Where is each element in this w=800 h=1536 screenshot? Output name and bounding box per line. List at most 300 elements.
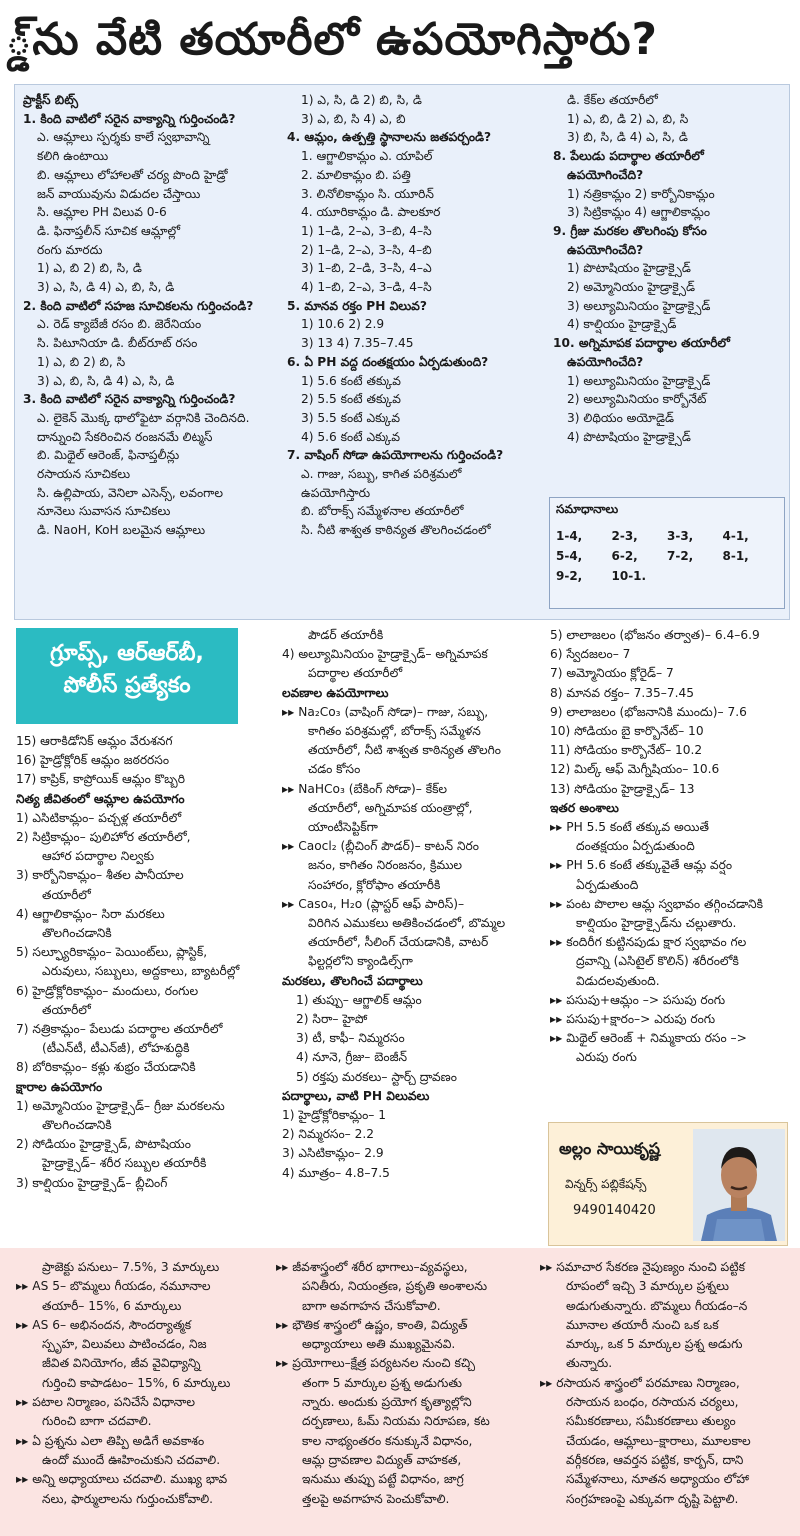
practice-column-1	[23, 91, 281, 540]
bullet-arrow-icon: ▸▸	[282, 781, 295, 796]
line-text: పసుపు+క్షారం–> ఎరుపు రంగు	[566, 1012, 716, 1027]
text-line	[287, 502, 543, 521]
line-text: 4) ఆగ్జాలికామ్లం– సిరా మరకలు	[16, 906, 165, 921]
text-line	[287, 428, 543, 447]
text-line	[540, 1277, 792, 1296]
text-line	[282, 895, 544, 914]
text-line	[550, 895, 794, 914]
line-text: 7) అమ్మోనియం క్లోరైడ్– 7	[550, 666, 674, 681]
text-line	[550, 933, 794, 952]
line-text: తంగా 5 మార్కుల ప్రశ్న అడుగుతు	[302, 1375, 463, 1390]
line-text: ఏ ప్రశ్నను ఎలా తిప్పి అడిగే అవకాశం	[32, 1433, 205, 1448]
line-text: 4) కాల్షియం హైడ్రాక్సైడ్	[567, 317, 677, 332]
text-line	[540, 1393, 792, 1412]
line-text: మూనాల తయారీ నుంచి ఒక ఒక	[566, 1317, 719, 1332]
text-line	[23, 428, 281, 447]
line-text: బి. మిథైల్ ఆరెంజ్, ఫినాప్తలీన్లు	[37, 448, 180, 463]
author-photo	[693, 1129, 785, 1241]
text-line	[287, 390, 543, 409]
text-line	[553, 185, 787, 204]
text-line	[23, 166, 281, 185]
line-text: ఉపయోగించేది?	[567, 167, 644, 182]
text-line	[23, 446, 281, 465]
practice-bits-box	[14, 84, 790, 620]
footer-column-3	[540, 1258, 792, 1509]
line-text: పంట పొలాల ఆమ్ల స్వభావం తగ్గించడానికి	[566, 896, 763, 911]
line-text: లవణాల ఉపయోగాలు	[282, 685, 389, 700]
text-line	[553, 297, 787, 316]
text-line	[23, 128, 281, 147]
text-line	[276, 1432, 534, 1451]
text-line	[287, 128, 543, 147]
line-text: 17) కాప్రిక్, కాప్రోయిక్ ఆమ్లం కొబ్బరి	[16, 772, 185, 787]
text-line	[282, 684, 544, 703]
text-line	[287, 446, 543, 465]
text-line	[16, 732, 278, 751]
line-text: విడుదలవుతుంది.	[576, 973, 660, 988]
text-line	[550, 741, 794, 760]
line-text: NaHCo₃ (బేకింగ్ సోడా)– కేక్‌ల	[298, 781, 448, 796]
bullet-arrow-icon: ▸▸	[550, 896, 563, 911]
text-line	[540, 1354, 792, 1373]
line-text: కందిరీగ కుట్టినపుడు క్షార స్వభావం గల	[566, 935, 747, 950]
text-line	[276, 1374, 534, 1393]
text-line	[16, 866, 278, 885]
text-line	[287, 278, 543, 297]
text-line	[540, 1412, 792, 1431]
line-text: స్పృహ, విలువలు పాటించడం, నిజ	[42, 1337, 207, 1352]
text-line	[553, 241, 787, 260]
line-text: మరకలు, తొలగించే పదార్థాలు	[282, 973, 423, 988]
line-text: 9) లాలాజలం (భోజనానికి ముందు)– 7.6	[550, 704, 747, 719]
line-text: 15) ఆరాకిడోనిక్ ఆమ్లం వేరుశనగ	[16, 734, 173, 748]
text-line	[550, 684, 794, 703]
line-text: ఇతర అంశాలు	[550, 800, 619, 815]
line-text: 2) సిరా– హైపో	[296, 1012, 368, 1027]
text-line	[276, 1393, 534, 1412]
line-text: 2) నిమ్మరసం– 2.2	[282, 1127, 375, 1142]
text-line	[287, 110, 543, 129]
line-text: డి. ఫినాప్తలీన్ సూచిక ఆమ్లాల్లో	[37, 223, 181, 238]
text-line	[287, 259, 543, 278]
list-item: 3-3,	[667, 529, 694, 543]
list-item: 1-4,	[556, 529, 583, 543]
text-line	[553, 390, 787, 409]
line-text: 2) 1–డి, 2–ఎ, 3–సి, 4–బి	[301, 242, 432, 257]
line-text: గుర్తించి కాపాడటం– 15%, 6 మార్కులు	[42, 1375, 231, 1390]
line-text: ఎరుపు రంగు	[576, 1050, 637, 1065]
list-item: 6-2,	[611, 549, 638, 563]
text-line	[282, 856, 544, 875]
text-line	[23, 278, 281, 297]
text-line	[282, 837, 544, 856]
text-line	[553, 91, 787, 110]
text-line	[287, 203, 543, 222]
text-line	[23, 185, 281, 204]
text-line	[550, 645, 794, 664]
line-text: 3. లినోలికామ్లం సి. యూరిన్	[301, 186, 434, 201]
author-phone: 9490140420	[573, 1203, 656, 1218]
line-text: 2. కింది వాటిలో సహజ సూచికలను గుర్తించండి?	[23, 298, 254, 313]
bullet-arrow-icon: ▸▸	[276, 1356, 289, 1371]
line-text: 4) 5.6 కంటే ఎక్కువ	[301, 429, 401, 444]
text-line	[276, 1335, 534, 1354]
text-line	[282, 760, 544, 779]
text-line	[16, 1393, 266, 1412]
line-text: సమ్మేళనాలు, నూతన అధ్యాయం లోహా	[566, 1472, 749, 1487]
line-text: 3) టీ, కాఫీ– నిమ్మరసం	[296, 1031, 405, 1046]
text-line	[287, 166, 543, 185]
line-text: 2) 5.5 కంటే తక్కువ	[301, 392, 401, 407]
text-line	[282, 1164, 544, 1183]
text-line	[23, 222, 281, 241]
text-line	[553, 353, 787, 372]
text-line	[276, 1316, 534, 1335]
text-line	[282, 1010, 544, 1029]
text-line	[282, 1087, 544, 1106]
line-text: దంతక్షయం ఏర్పడుతుంది	[576, 839, 695, 854]
line-text: వర్గీకరణ, ఆవర్తన పట్టిక, కార్బన్, దాని	[566, 1452, 744, 1467]
bullet-arrow-icon: ▸▸	[276, 1260, 289, 1274]
line-text: పసుపు+ఆమ్లం –> పసుపు రంగు	[566, 992, 726, 1007]
line-text: పౌడర్ తయారీకి	[308, 628, 384, 642]
line-text: తయారీలో, సీలింగ్ చేయడానికి, వాటర్	[308, 935, 489, 950]
line-text: 3) బి, సి, డి 4) ఎ, సి, డి	[567, 130, 688, 145]
text-line	[16, 943, 278, 962]
text-line	[282, 914, 544, 933]
bullet-arrow-icon: ▸▸	[282, 704, 295, 719]
line-text: 3. కింది వాటిలో సరైన వాక్యాన్ని గుర్తించండి?	[23, 392, 236, 407]
line-text: ఎ. లైకెన్ మొక్క థాలోఫైటా వర్గానికి చెందినది.	[37, 410, 250, 425]
text-line	[282, 876, 544, 895]
text-line	[553, 110, 787, 129]
text-line	[23, 147, 281, 166]
line-text: సి. ఆమ్లాల PH విలువ 0-6	[37, 205, 167, 220]
text-line	[16, 1039, 278, 1058]
text-line	[540, 1470, 792, 1489]
text-line	[282, 645, 544, 664]
text-line	[553, 222, 787, 241]
section-banner	[16, 628, 238, 724]
line-text: ఆమ్ల ద్రావణాల విద్యుత్ వాహకత,	[302, 1452, 462, 1467]
text-line	[550, 856, 794, 875]
line-text: బాగా అవగాహన చేసుకోవాలి.	[302, 1298, 441, 1313]
bullet-arrow-icon: ▸▸	[16, 1395, 29, 1410]
left-column	[16, 732, 278, 1193]
text-line	[287, 465, 543, 484]
text-line	[23, 390, 281, 409]
line-text: 4) మూత్రం– 4.8–7.5	[282, 1165, 390, 1180]
text-line	[553, 315, 787, 334]
text-line	[23, 334, 281, 353]
bullet-arrow-icon: ▸▸	[550, 1031, 563, 1046]
line-text: బి. ఆమ్లాలు లోహాలతో చర్య పొంది హైడ్రో	[37, 167, 228, 182]
text-line	[282, 1106, 544, 1125]
line-text: 3) కార్బోనికామ్లం– శీతల పానీయాల	[16, 868, 184, 883]
text-line	[276, 1277, 534, 1296]
text-line	[16, 1135, 278, 1154]
text-line	[16, 982, 278, 1001]
line-text: 3) ఎ, బి, సి, డి 4) ఎ, సి, డి	[37, 373, 175, 388]
line-text: తయారీలో, నీటి శాశ్వత కాఠిన్యత తొలగిం	[308, 743, 501, 758]
text-line	[16, 962, 278, 981]
line-text: 3) ఎ, సి, డి 4) ఎ, బి, సి, డి	[37, 280, 175, 295]
line-text: 10. అగ్నిమాపక పదార్థాల తయారీలో	[553, 336, 730, 351]
text-line	[553, 259, 787, 278]
line-text: 2) అల్యూమినియం కార్బోనేట్	[567, 392, 707, 407]
line-text: మిథైల్ ఆరెంజ్ + నిమ్మకాయ రసం –>	[566, 1031, 747, 1046]
text-line	[282, 1125, 544, 1144]
text-line	[540, 1451, 792, 1470]
list-item: 7-2,	[667, 549, 694, 563]
line-text: నూనెలు సువాసన సూచికలు	[37, 504, 171, 519]
text-line	[540, 1335, 792, 1354]
line-text: దర్పణాలు, ఓమ్ నియమ నిరూపణ, కట	[302, 1414, 490, 1429]
text-line	[550, 780, 794, 799]
line-text: జీవశాస్త్రంలో శరీర భాగాలు–వ్యవస్థలు,	[292, 1260, 468, 1274]
line-text: 3) ఎసిటికామ్లం– 2.9	[282, 1146, 384, 1161]
text-line	[282, 741, 544, 760]
text-line	[550, 1029, 794, 1048]
text-line	[16, 1174, 278, 1193]
practice-column-3	[553, 91, 787, 446]
line-text: 1) 1–డి, 2–ఎ, 3–బి, 4–సి	[301, 223, 432, 238]
text-line	[23, 372, 281, 391]
line-text: త్తలపై అవగాహన పెంచుకోవాలి.	[302, 1491, 450, 1506]
line-text: Caocl₂ (బ్లీచింగ్ పౌడర్)– కాటన్ నిరం	[298, 839, 479, 854]
line-text: 1. ఆగ్జాలికామ్లం ఎ. యాపిల్	[301, 149, 433, 164]
line-text: కాల నాభ్యంతరం కనుక్కునే విధానం,	[302, 1433, 473, 1448]
list-item: 5-4,	[556, 549, 583, 563]
text-line	[540, 1258, 792, 1277]
line-text: ఏర్పడుతుంది	[576, 877, 639, 892]
line-text: PH 5.6 కంటే తక్కువైతే ఆమ్ల వర్షం	[566, 858, 733, 873]
text-line	[553, 334, 787, 353]
text-line	[282, 722, 544, 741]
line-text: ఎ. రెడ్ క్యాబేజీ రసం బి. జెరేనియం	[37, 317, 202, 332]
text-line	[16, 809, 278, 828]
bullet-arrow-icon: ▸▸	[540, 1260, 553, 1274]
line-text: డి. NaoH, KoH బలమైన ఆమ్లాలు	[37, 523, 206, 538]
text-line	[550, 760, 794, 779]
text-line	[287, 521, 543, 540]
text-line	[16, 1258, 266, 1277]
line-text: 1) ఎ, బి 2) బి, సి, డి	[37, 261, 142, 276]
line-text: అన్ని అధ్యాయాలు చదవాలి. ముఖ్య భావ	[32, 1472, 228, 1487]
line-text: 3) 1–బి, 2–డి, 3–సి, 4–ఎ	[301, 261, 432, 276]
text-line	[550, 1048, 794, 1067]
text-line	[23, 521, 281, 540]
text-line	[540, 1490, 792, 1509]
author-organization: విన్నర్స్ పబ్లికేషన్స్	[565, 1177, 647, 1191]
line-text: 7. వాషింగ్ సోడా ఉపయోగాలను గుర్తించండి?	[287, 448, 504, 463]
text-line	[540, 1316, 792, 1335]
bullet-arrow-icon: ▸▸	[16, 1317, 29, 1332]
text-line	[550, 818, 794, 837]
text-line	[550, 1010, 794, 1029]
text-line	[16, 886, 278, 905]
line-text: పదార్థాలు, వాటి PH విలువలు	[282, 1088, 430, 1103]
text-line	[550, 914, 794, 933]
line-text: 2) సోడియం హైడ్రాక్సైడ్, పొటాషియం	[16, 1137, 191, 1152]
text-line	[550, 626, 794, 645]
line-text: 3) లిథియం అయోడైడ్	[567, 410, 675, 425]
text-line	[23, 502, 281, 521]
line-text: ఉందో ముందే ఊహించుకుని చదవాలి.	[42, 1452, 221, 1467]
bullet-arrow-icon: ▸▸	[282, 839, 295, 854]
text-line	[550, 952, 794, 971]
line-text: రసాయన శాస్త్రంలో పరమాణు నిర్మాణం,	[556, 1375, 740, 1390]
line-text: AS 6– అభినందన, సౌందర్యాత్మక	[32, 1317, 192, 1332]
line-text: 1. కింది వాటిలో సరైన వాక్యాన్ని గుర్తించండి?	[23, 111, 236, 126]
line-text: 5) లాలాజలం (భోజనం తర్వాత)– 6.4–6.9	[550, 628, 760, 642]
text-line	[276, 1258, 534, 1277]
text-line	[16, 1335, 266, 1354]
answers-title: సమాధానాలు	[556, 502, 619, 516]
answers-box	[549, 497, 785, 609]
line-text: 13) సోడియం హైడ్రాక్సైడ్– 13	[550, 781, 695, 796]
text-line	[550, 703, 794, 722]
list-item: గ్రూప్స్, ఆర్ఆర్‌బీ,	[50, 641, 204, 666]
text-line	[287, 315, 543, 334]
center-column	[282, 626, 544, 1183]
line-text: 1) ఎసిటికామ్లం– పచ్చళ్ల తయారీలో	[16, 810, 182, 825]
list-item: 10-1.	[611, 569, 647, 583]
line-text: 9. గ్రీజు మరకల తొలగింపు కోసం	[553, 223, 707, 238]
text-line	[540, 1297, 792, 1316]
line-text: ద్రవాన్ని (ఎసిటైల్ కొలిన్) శరీరంలోకి	[576, 954, 739, 969]
line-text: సమీకరణాలు, సమీకరణాలు తుల్యం	[566, 1414, 736, 1429]
text-line	[553, 128, 787, 147]
line-text: Caso₄, H₂o (ప్లాస్టర్ ఆఫ్ పారిస్)–	[298, 896, 465, 911]
line-text: పనితీరు, నియంత్రణ, ప్రకృతి అంశాలను	[302, 1279, 488, 1294]
text-line	[282, 1144, 544, 1163]
list-item: 8-1,	[722, 549, 749, 563]
line-text: సమాచార సేకరణ నైపుణ్యం నుంచి పట్టిక	[556, 1260, 745, 1274]
line-text: ఇనుము తుప్పు పట్టే విధానం, జాగ్ర	[302, 1472, 464, 1487]
text-line	[23, 353, 281, 372]
text-line	[16, 790, 278, 809]
bullet-arrow-icon: ▸▸	[550, 1012, 563, 1027]
line-text: PH 5.5 కంటే తక్కువ అయితే	[566, 820, 709, 835]
line-text: మార్కు, ఒక 5 మార్కుల ప్రశ్న అడుగు	[566, 1337, 743, 1352]
text-line	[287, 222, 543, 241]
line-text: 4) అల్యూమినియం హైడ్రాక్సైడ్– అగ్నిమాపక	[282, 647, 488, 662]
line-text: చడం కోసం	[308, 762, 361, 777]
line-text: 12) మిల్క్ ఆఫ్ మెగ్నీషియం– 10.6	[550, 762, 720, 777]
line-text: పదార్థాల తయారీలో	[308, 666, 403, 681]
practice-column-2	[287, 91, 543, 540]
line-text: 1) అల్యూమినియం హైడ్రాక్సైడ్	[567, 373, 711, 388]
text-line	[550, 837, 794, 856]
line-text: 1) అమ్మోనియం హైడ్రాక్సైడ్– గ్రీజు మరకలను	[16, 1098, 225, 1113]
text-line	[553, 166, 787, 185]
text-line	[550, 799, 794, 818]
text-line	[282, 1048, 544, 1067]
line-text: తయారీలో, అగ్నిమాపక యంత్రాల్లో,	[308, 800, 473, 815]
line-text: గురించి బాగా చదవాలి.	[42, 1414, 152, 1429]
line-text: తయారీ– 15%, 6 మార్కులు	[42, 1298, 182, 1313]
line-text: 4. ఆమ్లం, ఉత్పత్తి స్థానాలను జతపర్చండి?	[287, 130, 492, 145]
text-line	[282, 933, 544, 952]
footer-tips	[0, 1248, 800, 1536]
text-line	[23, 203, 281, 222]
line-text: ఉపయోగించేది?	[567, 242, 644, 257]
line-text: 1) పొటాషియం హైడ్రాక్సైడ్	[567, 261, 691, 276]
text-line	[540, 1374, 792, 1393]
line-text: 4) నూనె, గ్రీజు– బెంజీన్	[296, 1050, 408, 1065]
line-text: 2. మాలికామ్లం బి. పత్తి	[301, 167, 411, 182]
bullet-arrow-icon: ▸▸	[550, 858, 563, 873]
line-text: ఎరువులు, సబ్బులు, అద్దకాలు, బ్యాటరీల్లో	[42, 964, 240, 979]
text-line	[282, 626, 544, 645]
text-line	[282, 1029, 544, 1048]
text-line	[282, 780, 544, 799]
text-line	[16, 751, 278, 770]
bullet-arrow-icon: ▸▸	[276, 1317, 289, 1332]
text-line	[287, 409, 543, 428]
line-text: ప్రాజెక్టు పనులు– 7.5%, 3 మార్కులు	[42, 1260, 220, 1274]
bullet-arrow-icon: ▸▸	[16, 1279, 29, 1294]
line-text: డి. కేక్‌ల తయారీలో	[567, 93, 658, 107]
text-line	[16, 1490, 266, 1509]
line-text: 1) ఎ, బి, డి 2) ఎ, బి, సి	[567, 111, 689, 126]
text-line	[276, 1354, 534, 1373]
line-text: ఎ. గాజు, సబ్బు, కాగిత పరిశ్రమలో	[301, 467, 462, 482]
line-text: తొలగించడానికి	[42, 1118, 112, 1133]
bullet-arrow-icon: ▸▸	[550, 820, 563, 835]
text-line	[16, 1451, 266, 1470]
line-text: 4. యూరికామ్లం డి. పాలకూర	[301, 205, 441, 220]
text-line	[550, 876, 794, 895]
text-line	[16, 924, 278, 943]
line-text: 5) సల్ఫ్యూరికామ్లం– పెయింట్‌లు, ప్లాస్టిక్,	[16, 945, 208, 960]
text-line	[553, 372, 787, 391]
line-text: ఆహార పదార్థాల నిల్వకు	[42, 849, 155, 864]
line-text: Na₂Co₃ (వాషింగ్ సోడా)– గాజు, సబ్బు,	[298, 704, 489, 719]
line-text: (టీఎన్‌టీ, టీఎన్‌జీ), లోహశుద్ధికి	[42, 1041, 190, 1056]
author-name: అల్లం సాయికృష్ణ	[559, 1139, 661, 1158]
line-text: బి. బోరాక్స్ సమ్మేళనాల తయారీలో	[301, 504, 464, 519]
line-text: 2) అమ్మోనియం హైడ్రాక్సైడ్	[567, 280, 696, 295]
text-line	[276, 1490, 534, 1509]
line-text: 5) రక్తపు మరకలు– స్టార్చ్ ద్రావణం	[296, 1069, 457, 1084]
text-line	[16, 1412, 266, 1431]
line-text: AS 5– బొమ్మలు గీయడం, నమూనాల	[32, 1279, 211, 1294]
line-text: 1) ఎ, బి 2) బి, సి	[37, 354, 126, 369]
text-line	[287, 297, 543, 316]
line-text: కాల్షియం హైడ్రాక్సైడ్‌ను చల్లుతారు.	[576, 916, 737, 931]
line-text: చేయడం, ఆమ్లాలు–క్షారాలు, మూలకాల	[566, 1433, 751, 1448]
text-line	[16, 905, 278, 924]
line-text: పటాల నిర్మాణం, పనిచేసే విధానాల	[32, 1395, 195, 1410]
text-line	[16, 1316, 266, 1335]
line-text: ఎ. ఆమ్లాలు స్పర్శకు కాలే స్వభావాన్ని	[37, 130, 210, 145]
list-item: పోలీస్ ప్రత్యేకం	[63, 673, 191, 698]
line-text: 8) మానవ రక్తం– 7.35–7.45	[550, 685, 695, 700]
line-text: కలిగి ఉంటాయి	[37, 149, 109, 164]
list-item: 2-3,	[611, 529, 638, 543]
line-text: 5. మానవ రక్తం PH విలువ?	[287, 298, 427, 313]
text-line	[16, 1020, 278, 1039]
text-line	[16, 1297, 266, 1316]
text-line	[553, 147, 787, 166]
text-line	[287, 484, 543, 503]
line-text: కాగితం పరిశ్రమల్లో, బోరాక్స్ సమ్మేళన	[308, 724, 481, 739]
line-text: ప్రాక్టీస్ బిట్స్	[23, 93, 79, 107]
text-line	[550, 972, 794, 991]
text-line	[276, 1470, 534, 1489]
